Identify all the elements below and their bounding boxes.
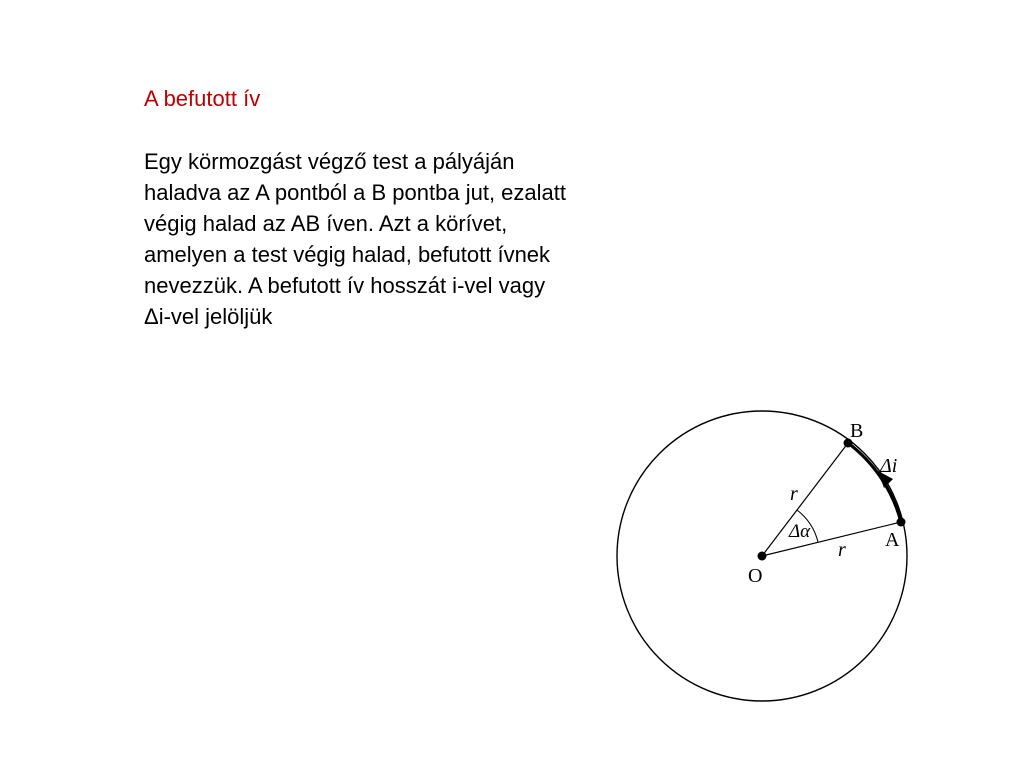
paragraph-line-5: nevezzük. A befutott ív hosszát i-vel vagy — [144, 273, 546, 298]
paragraph-line-3: végig halad az AB íven. Azt a körívet, — [144, 211, 508, 236]
paragraph-line-2: haladva az A pontból a B pontba jut, ezalatt — [144, 180, 566, 205]
radius-line-oa — [762, 522, 901, 556]
paragraph-line-1: Egy körmozgást végző test a pályáján — [144, 149, 515, 174]
paragraph-line-6: Δi-vel jelöljük — [144, 304, 273, 329]
label-radius-lower: r — [838, 539, 846, 561]
point-a-dot — [897, 518, 906, 527]
label-point-b: B — [850, 420, 864, 442]
label-angle: Δα — [789, 521, 811, 542]
paragraph-line-4: amelyen a test végig halad, befutott ívnek — [144, 242, 551, 267]
label-point-a: A — [885, 529, 900, 551]
label-center-o: O — [748, 565, 763, 587]
label-radius-upper: r — [790, 483, 798, 505]
label-arc: Δi — [880, 455, 898, 477]
point-o-dot — [758, 552, 767, 561]
slide-title: A befutott ív — [144, 86, 261, 111]
